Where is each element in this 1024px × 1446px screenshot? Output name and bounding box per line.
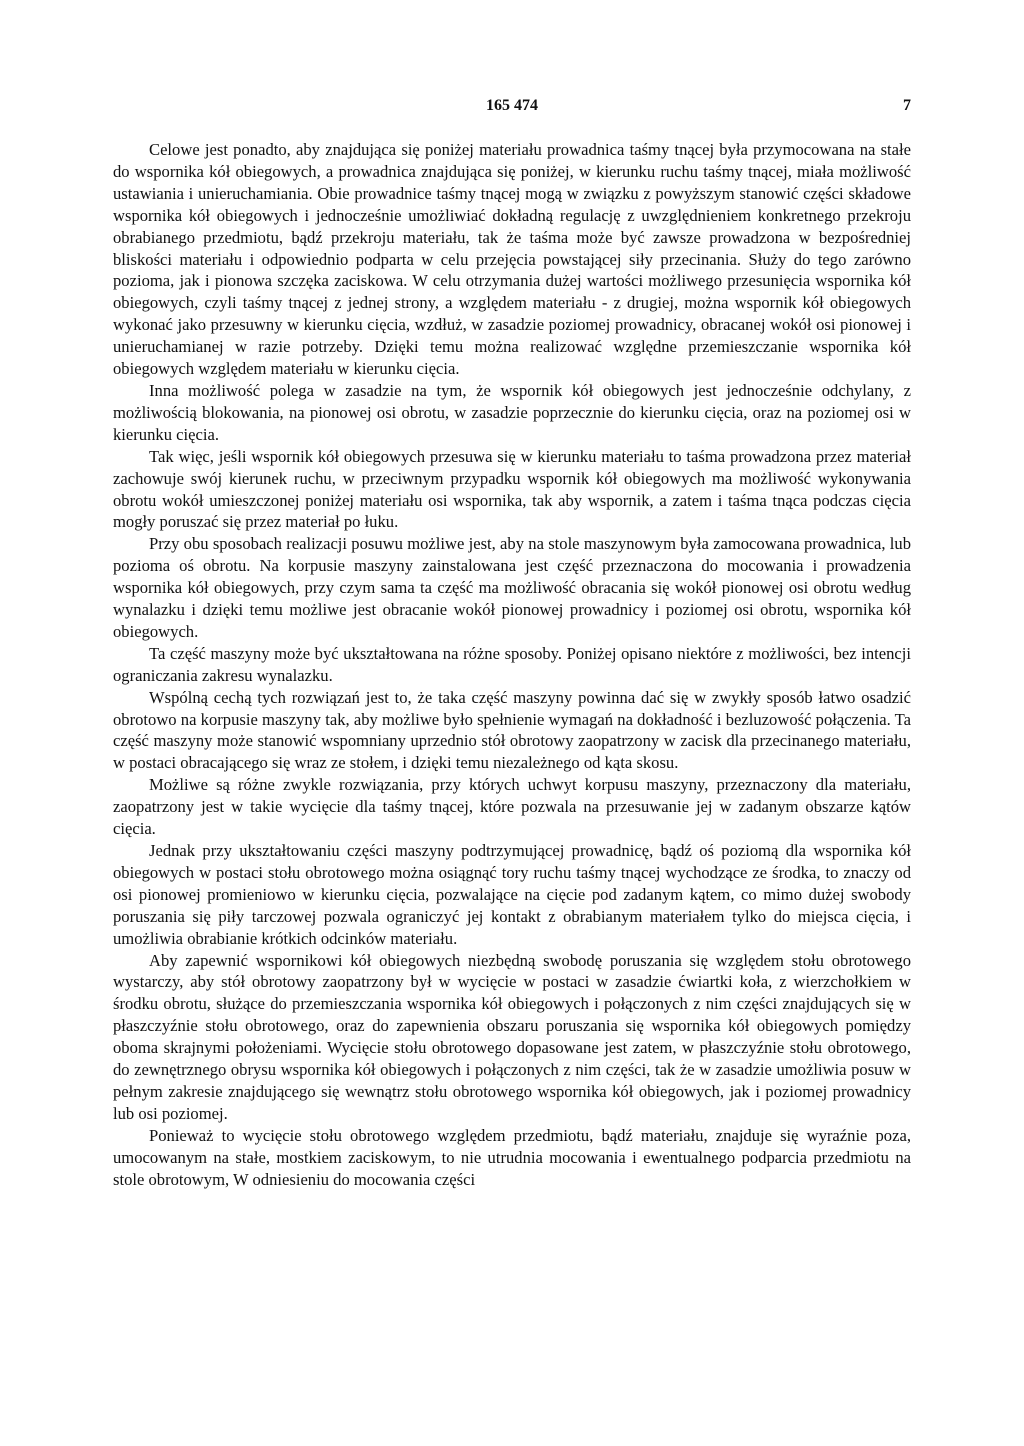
paragraph: Tak więc, jeśli wspornik kół obiegowych przesuwa się w kierunku materiału to taśma prowadzona przez materiał zachowuje swój kierunek ruchu, w przeciwnym przypadku wspornik kół obiegowych ma możliwość wykonywania obrotu wokół umieszczonej poniżej materiału osi wspornika, tak aby wspornik, a zatem i taśma tnąca podczas cięcia mogły poruszać się przez materiał po łuku. (113, 446, 911, 532)
paragraph: Aby zapewnić wspornikowi kół obiegowych niezbędną swobodę poruszania się względem stołu obrotowego wystarczy, aby stół obrotowy zaopatrzony był w wycięcie w postaci w zasadzie ćwiartki koła, z wierzchołkiem w środku obrotu, służące do przemieszczania wspornika kół obiegowych i połączonych z nim części znajdujących się w płaszczyźnie stołu obrotowego, oraz do zapewnienia obszaru poruszania się wspornika kół obiegowych pomiędzy oboma skrajnymi położeniami. Wycięcie stołu obrotowego dopasowane jest zatem, w płaszczyźnie stołu obrotowego, do zewnętrznego obrysu wspornika kół obiegowych i połączonych z nim części, tak że w zasadzie umożliwia posuw w pełnym zakresie znajdującego się wewnątrz stołu obrotowego wspornika kół obiegowych, jak i poziomej prowadnicy lub osi poziomej. (113, 950, 911, 1123)
page-number: 7 (903, 97, 911, 114)
paragraph: Ta część maszyny może być ukształtowana na różne sposoby. Poniżej opisano niektóre z możliwości, bez intencji ograniczania zakresu wynalazku. (113, 643, 911, 685)
paragraph: Przy obu sposobach realizacji posuwu możliwe jest, aby na stole maszynowym była zamocowana prowadnica, lub pozioma oś obrotu. Na korpusie maszyny zainstalowana jest część przeznaczona do mocowania i prowadzenia wspornika kół obiegowych, przy czym sama ta część ma możliwość obracania się wokół pionowej osi obrotu według wynalazku i dzięki temu możliwe jest obracanie wokół pionowej prowadnicy i poziomej osi obrotu, wspornika kół obiegowych. (113, 534, 911, 641)
document-number: 165 474 (486, 97, 538, 114)
paragraph: Inna możliwość polega w zasadzie na tym, że wspornik kół obiegowych jest jednocześnie odchylany, z możliwością blokowania, na pionowej osi obrotu, w zasadzie poprzecznie do kierunku cięcia, oraz na poziomej osi w kierunku cięcia. (113, 380, 911, 444)
paragraph: Możliwe są różne zwykle rozwiązania, przy których uchwyt korpusu maszyny, przeznaczony dla materiału, zaopatrzony jest w takie wycięcie dla taśmy tnącej, które pozwala na przesuwanie jej w zadanym obszarze kątów cięcia. (113, 775, 911, 839)
body-text (113, 139, 911, 1191)
paragraph: Jednak przy ukształtowaniu części maszyny podtrzymującej prowadnicę, bądź oś poziomą dla wspornika kół obiegowych w postaci stołu obrotowego można osiągnąć tory ruchu taśmy tnącej wychodzące ze środka, to znaczy od osi pionowej promieniowo w kierunku cięcia, pozwalające na cięcie pod zadanym kątem, co mimo dużej swobody poruszania się piły tarczowej pozwala ograniczyć jej kontakt z obrabianym materiałem tylko do miejsca cięcia, i umożliwia obrabianie krótkich odcinków materiału. (113, 841, 911, 948)
paragraph: Ponieważ to wycięcie stołu obrotowego względem przedmiotu, bądź materiału, znajduje się wyraźnie poza, umocowanym na stałe, mostkiem zaciskowym, to nie utrudnia mocowania i ewentualnego podparcia przedmiotu na stole obrotowym, W odniesieniu do mocowania części (113, 1125, 911, 1189)
paragraph: Wspólną cechą tych rozwiązań jest to, że taka część maszyny powinna dać się w zwykły sposób łatwo osadzić obrotowo na korpusie maszyny tak, aby możliwe było spełnienie wymagań na dokładność i bezluzowość połączenia. Ta część maszyny może stanowić wspomniany uprzednio stół obrotowy zaopatrzony w zacisk dla przecinanego materiału, w postaci obracającego się wraz ze stołem, i dzięki temu niezależnego od kąta skosu. (113, 687, 911, 773)
page-header (113, 97, 911, 121)
paragraph: Celowe jest ponadto, aby znajdująca się poniżej materiału prowadnica taśmy tnącej była przymocowana na stałe do wspornika kół obiegowych, a prowadnica znajdująca się poniżej, w kierunku ruchu taśmy tnącej, miała możliwość ustawiania i unieruchamiania. Obie prowadnice taśmy tnącej mogą w związku z powyższym stanowić części składowe wspornika kół obiegowych i jednocześnie umożliwiać dokładną regulację z uwzględnieniem konkretnego przekroju obrabianego przedmiotu, bądź przekroju materiału, tak że taśma może być zawsze prowadzona w bezpośredniej bliskości materiału i odpowiednio podparta w celu przejęcia powstającej siły przecinania. Służy do tego zarówno pozioma, jak i pionowa szczęka zaciskowa. W celu otrzymania dużej wartości możliwego przesunięcia wspornika kół obiegowych, czyli taśmy tnącej z jednej strony, a względem materiału - z drugiej, można wspornik kół obiegowych wykonać jako przesuwny w kierunku cięcia, wzdłuż, w zasadzie poziomej prowadnicy, obracanej wokół osi pionowej i unieruchamianej w razie potrzeby. Dzięki temu można realizować względne przemieszczanie wspornika kół obiegowych względem materiału w kierunku cięcia. (113, 140, 911, 379)
